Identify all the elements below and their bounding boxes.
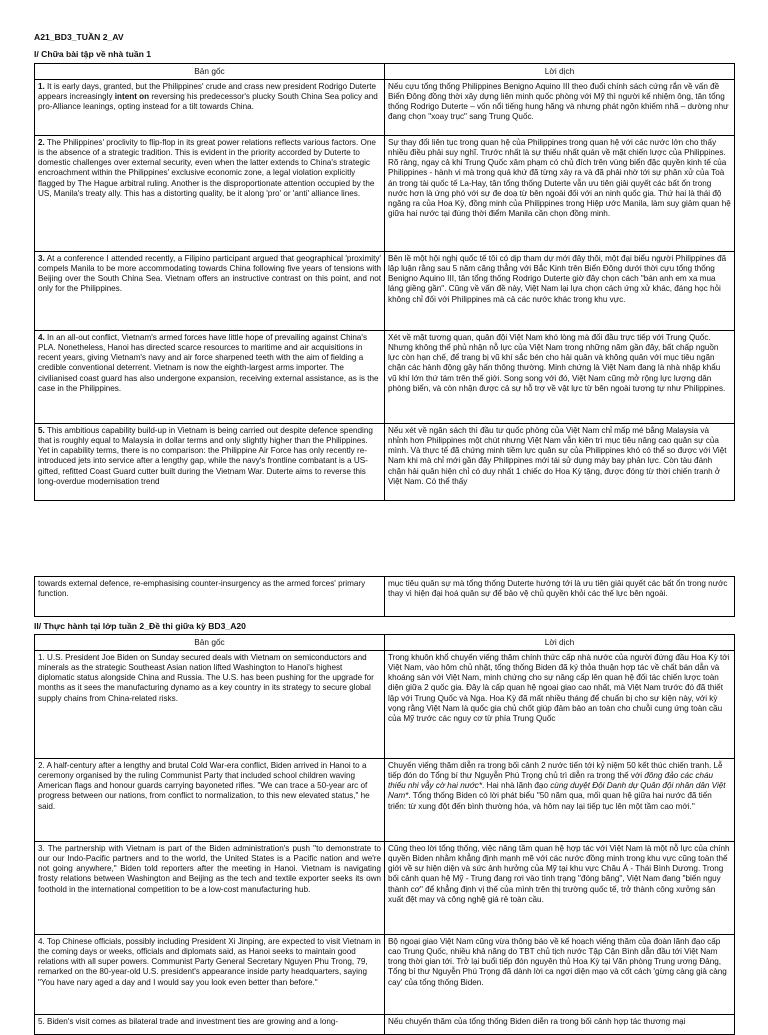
translation-cell: Sự thay đổi liên tục trong quan hệ của Philippines trong quan hệ với các nước lớn cho thấy nhiều điều phải suy nghĩ. Trước nhất là sự thiếu nhất quán về mặt chiến lược của Philippines. Rõ ràng, ngay cả khi Trung Quốc xâm phạm có chủ đích trên vùng biển đặc quyền kinh tế của Philippines - hành vi mà trong quá khứ đã từng xảy ra và đã phải nhờ tới sự phân xử của Toà án trong tài quốc tế La-Hay, tân tổng thống Duterte vẫn ưu tiên giải quyết các bất ổn trong nước hơn là ứng phó với sự đe doạ từ bên ngoài đối với an ninh quốc gia. Thứ hai là thái độ ngăng ra của Hoa Kỳ, đồng minh của Philippines trong Hiệp ước Manila, làm suy giảm quan hệ giữa hai nước tại đúng thời điểm Manila cần chọn đồng minh.	[385, 136, 735, 252]
section-heading-2: II/ Thực hành tại lớp tuần 2_Đề thi giữa kỳ BD3_A20	[34, 621, 246, 631]
column-header-source: Bản gốc	[35, 64, 385, 80]
source-text: At a conference I attended recently, a Filipino participant argued that geographical 'proximity' compels Manila to be more accommodating towards China following five years of tensions with Beijing over the South China Sea. Vietnam offers an instructive contrast on this point, and not only for the Philippines.	[38, 254, 381, 294]
translation-text-italic: cùng duyệt Đội Danh dự Quân đội nhân dân Việt Nam*	[388, 781, 726, 801]
paragraph-number: 3.	[38, 254, 45, 263]
section-heading-1: I/ Chữa bài tập về nhà tuần 1	[34, 49, 152, 59]
translation-text: . Hai nhà lãnh đạo	[482, 781, 551, 791]
table-row	[35, 252, 735, 331]
translation-text: Chuyến viếng thăm diễn ra trong bối cảnh 2 nước tiến tới kỷ niệm 50 kết thúc chiến tranh. Lễ tiếp đón do Tổng bí thư Nguyễn Phú Trọng chủ trì diễn ra trong thế với	[388, 761, 723, 781]
paragraph-number: 1.	[38, 82, 45, 91]
translation-cell	[385, 1015, 735, 1035]
source-text: It is early days, granted, but the Philippines' crude and crass new president Rodrigo Duterte appears increasingly	[38, 82, 377, 102]
column-header-translation: Lời dịch	[385, 635, 735, 651]
source-text: The Philippines' proclivity to flip-flop in its great power relations reflects various factors. One is the absence of a strategic tradition. This is evident in the priority accorded by Duterte to domestic challenges over external security, even when the latter extends to China's strategic encroachment within the Philippines' exclusive economic zone, a legal violation explicitly flagged by The Hague arbitral ruling. Another is the disproportionate attention occupied by the US, Manila's treaty ally. This has a distorting quality, be it along 'pro' or 'anti' alliance lines.	[38, 138, 376, 198]
translation-text: . Tổng thống Biden có lời phát biểu "50 năm qua, mối quan hệ giữa hai nước đã tiến triển: từ xung đột đến bình thường hóa, và hôm nay lại tiếp tục lên một tầm cao mới."	[388, 791, 712, 811]
translation-table-1	[34, 63, 735, 501]
source-text: In an all-out conflict, Vietnam's armed forces have little hope of prevailing against China's PLA. Nonetheless, Hanoi has directed scarce resources to maritime and air acquisitions in recent years, giving Vietnam's navy and air force sharpened teeth with the aim of fielding a credible conventional deterrent. Vietnam is now the eighth-largest arms importer. The civilianised coast guard has also undergone expansion, receiving external assistance, as is the case in the Philippines.	[38, 333, 379, 393]
source-text: reversing his predecessor's plucky South China Sea policy and pro-Alliance leanings, opting instead for a tilt towards China.	[38, 92, 378, 112]
translation-cell: Xét về mặt tương quan, quân đội Việt Nam khó lòng mà đối đầu trực tiếp với Trung Quốc. Nhưng không thể phủ nhận nỗ lực của Việt Nam trong những năm gần đây, bất chấp nguồn lực còn hạn chế, để trang bị vũ khí sắc bén cho hải quân và không quân với mục tiêu ngăn chặn các hành động gây hấn thông thường. Minh chứng là Việt Nam đang là nhà nhập khẩu vũ khí lớn thứ tám trên thế giới. Song song với đó, Việt Nam cũng mở rộng lực lượng dân phòng biển, và còn nhận được cả sự hỗ trợ về vật lực từ bên ngoài tương tự như Philippines.	[385, 331, 735, 424]
translation-text-italic: đông đảo các cháu thiếu nhi vẫy cờ hai nước*	[388, 771, 714, 791]
table-row	[35, 651, 735, 759]
translation-table-1-continued	[34, 576, 735, 617]
source-cell	[35, 80, 385, 136]
source-cell	[35, 1015, 385, 1035]
source-cell: 1. U.S. President Joe Biden on Sunday secured deals with Vietnam on semiconductors and minerals as the strategic Southeast Asian nation lifted Washington to Hanoi's highest diplomatic status alongside China and Russia. The U.S. has been pushing for the upgrade for months as it sees the manufacturing dynamo as a key country in its strategy to secure global supply chains from China-related risks.	[35, 651, 385, 759]
table-row	[35, 331, 735, 424]
source-text: 5. Biden's visit comes as bilateral trade and investment ties are growing and a long-	[38, 1017, 339, 1026]
table-row	[35, 424, 735, 501]
translation-cell: Nếu cựu tổng thống Philippines Benigno Aquino III theo đuổi chính sách cứng rắn về vấn đề Biển Đông đồng thời xây dựng liên minh quốc phòng với Mỹ thì người kế nhiệm ông, tân tổng thống Rodrigo Duterte – vốn nổi tiếng hung hăng và nhưng phát ngôn khiếm nhã – dường như đang chọn "xoay trục" sang Trung Quốc.	[385, 80, 735, 136]
table-row	[35, 577, 735, 617]
document-title: A21_BD3_TUẦN 2_AV	[34, 32, 124, 42]
translation-cell: Bên lề một hội nghị quốc tế tôi có dịp tham dự mới đây thôi, một đại biểu người Philippines đã lập luận rằng sau 5 năm căng thẳng với Bắc Kinh trên Biển Đông dưới thời cựu tổng thống Benigno Aquino III, tân tổng thống Rodrigo Duterte giờ đây chọn cách "bán anh em xa mua láng giềng gần". Cũng về vấn đề này, Việt Nam lại lựa chọn cách ứng xử khác, đáng học hỏi không chỉ đối với Philippines mà cả các nước khác trong khu vực.	[385, 252, 735, 331]
source-cell: 2. A half-century after a lengthy and brutal Cold War-era conflict, Biden arrived in Hanoi to a ceremony organised by the ruling Communist Party that included school children waving American flags and honour guards carrying bayoneted rifles. "We can trace a 50-year arc of progress between our nations, from conflict to normalization, to this new elevated status," he said.	[35, 759, 385, 842]
page-2	[0, 572, 768, 1024]
paragraph-number: 2.	[38, 138, 45, 147]
column-header-source: Bản gốc	[35, 635, 385, 651]
paragraph-number: 5.	[38, 426, 45, 435]
source-cell	[35, 252, 385, 331]
table-row	[35, 1015, 735, 1035]
page-gap	[0, 520, 768, 572]
column-header-translation: Lời dịch	[385, 64, 735, 80]
source-cell	[35, 136, 385, 252]
source-cell	[35, 331, 385, 424]
table-row	[35, 80, 735, 136]
source-cell: towards external defence, re-emphasising counter-insurgency as the armed forces' primary function.	[35, 577, 385, 617]
table-row	[35, 842, 735, 935]
translation-cell: Trong khuôn khổ chuyến viếng thăm chính thức cấp nhà nước của người đứng đầu Hoa Kỳ tới Việt Nam, vào hôm chủ nhật, tổng thống Biden đã ký thỏa thuận hợp tác về chất bán dẫn và khoáng sản với Việt Nam, minh chứng cho sự nâng cấp lên quan hệ đối tác chiến lược toàn diện giữa 2 quốc gia. Đây là cấp quan hệ ngoại giao cao nhất, mà Việt Nam trước đó đã thiết lập với Trung Quốc và Nga. Hoa Kỳ đã mất nhiều tháng để chuẩn bị cho sự kiện này, với kỳ vọng rằng Việt Nam là quốc gia chủ chốt giúp đảm bảo an toàn cho chuỗi cung ứng toàn cầu của Mỹ trước các nguy cơ từ phía Trung Quốc	[385, 651, 735, 759]
table-row	[35, 759, 735, 842]
paragraph-number: 4.	[38, 333, 45, 342]
translation-text: Nếu chuyến thăm của tổng thống Biden diễn ra trong bối cảnh hợp tác thương mại	[388, 1017, 686, 1026]
translation-cell: Bộ ngoại giao Việt Nam cũng vừa thông báo về kế hoạch viếng thăm của đoàn lãnh đạo cấp cao Trung Quốc, nhiều khả năng do TBT chủ tịch nước Tập Cận Bình dẫn đầu tới Việt Nam trong thời gian tới. Trở lại buổi tiếp đón nguyên thủ Hoa Kỳ tại Văn phòng Trung ương Đảng, Tổng bí thư Nguyễn Phú Trọng đã dành lời ca ngợi diện mạo và cốt cách 'gừng càng già càng cay' của tổng thống Biden.	[385, 935, 735, 1015]
translation-cell: mục tiêu quân sự mà tổng thống Duterte hướng tới là ưu tiên giải quyết các bất ổn trong nước thay vì hiện đại hoá quân sự để bảo vệ chủ quyền khỏi các thế lực bên ngoài.	[385, 577, 735, 617]
translation-cell	[385, 759, 735, 842]
source-text: This ambitious capability build-up in Vietnam is being carried out despite defence spending that is roughly equal to Malaysia in dollar terms and only slightly higher than the Philippines. Yet in capability terms, there is no comparison: the Philippine Air Force has only recently re-introduced jets into service after a lengthy gap, while the navy's frontline combatant is a US-gifted, refitted Coast Guard cutter built during the Vietnam War. Duterte aims to reverse this long-overdue modernisation trend	[38, 426, 373, 486]
translation-text: Nếu xét về ngân sách thì đầu tư quốc phòng của Việt Nam chỉ mấp mé bằng Malaysia và nhỉnh hơn Philippines một chút nhưng Việt Nam vẫn kiên trì mục tiêu nâng cao quân sự của mình. Và thực tế đã chứng minh tiềm lực quân sự của Philippines khó có thể so được với Việt Nam khi mà chỉ mới gần đây Philippines mới tái sử dụng máy bay phản lực. Còn tàu đánh chặn hải quân hiện chỉ có duy nhất 1 chiếc do Hoa Kỳ tặng, được đóng từ thời chiến tranh ở Việt Nam. Có thể thấy	[388, 426, 727, 486]
table-row	[35, 136, 735, 252]
source-cell: 3. The partnership with Vietnam is part of the Biden administration's push "to demonstrate to our our Indo-Pacific partners and to the world, the United States is a Pacific nation and we're not going anywhere," Biden told reporters after the meeting in Hanoi. Vietnam is navigating frosty relations between Washington and Beijing as the tech and textile exporter seeks its own foothold in the international competition to be a low-cost manufacturing hub.	[35, 842, 385, 935]
source-cell	[35, 424, 385, 501]
translation-cell	[385, 424, 735, 501]
table-row	[35, 935, 735, 1015]
translation-cell: Cũng theo lời tổng thống, việc nâng tầm quan hệ hợp tác với Việt Nam là một nỗ lực của chính quyền Biden nhằm khẳng định mạnh mẽ với các nước đồng minh trong khu vực cũng toàn thế giới về sự hiện diện và sức ảnh hưởng của Mỹ tại khu vực Châu Á - Thái Bình Dương. Trong bối cảnh quan hệ Mỹ - Trung đang rơi vào tình trạng "đóng băng", Việt Nam đang "biến nguy thành cơ" để khẳng định vị thế của mình trên thị trường quốc tế, trở thành công xưởng sản xuất đệt may và công nghệ giá rẻ toàn cầu.	[385, 842, 735, 935]
source-text-bold: intent on	[114, 92, 150, 102]
source-cell: 4. Top Chinese officials, possibly including President Xi Jinping, are expected to visit Vietnam in the coming days or weeks, officials and diplomats said, as Hanoi seeks to maintain good relations with all super powers. Communist Party General Secretary Nguyen Phu Trong, 79, remarked on the 80-year-old U.S. president's appearance inside party headquarters, saying "You have nary aged a day and I would say you look even better than before."	[35, 935, 385, 1015]
translation-table-2	[34, 634, 735, 1035]
